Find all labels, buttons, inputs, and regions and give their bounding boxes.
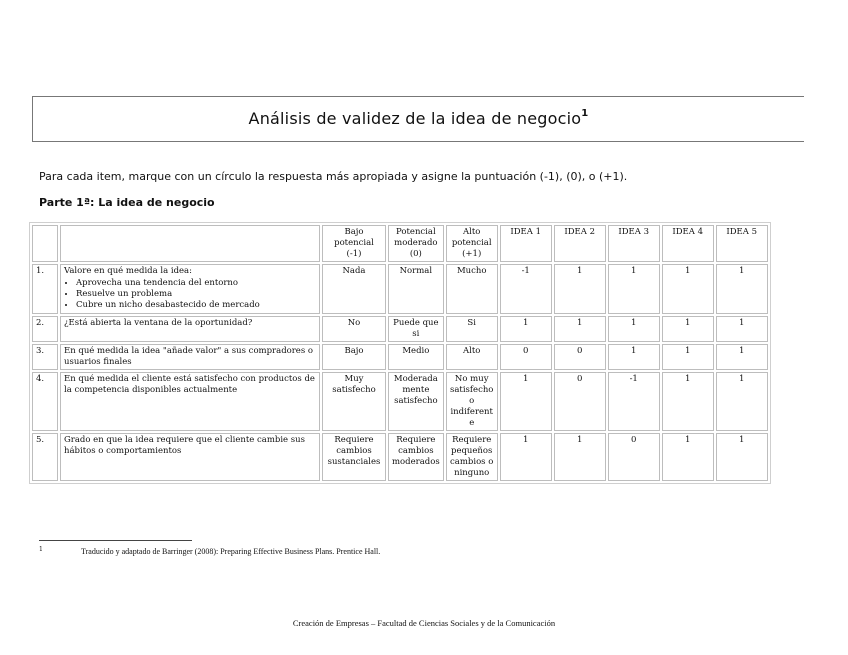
score-idea-4: 1 (662, 372, 714, 431)
row-high-option: No muy satisfecho o indiferent e (446, 372, 498, 431)
row-high-option: Alto (446, 344, 498, 370)
row-number: 3. (32, 344, 58, 370)
score-idea-1: 0 (500, 344, 552, 370)
header-idea-5: IDEA 5 (716, 225, 768, 262)
row-low-option: Bajo (322, 344, 386, 370)
row-question: En qué medida el cliente está satisfecho con productos de la competencia disponibles actualmente (60, 372, 320, 431)
score-idea-1: 1 (500, 316, 552, 342)
header-idea-2: IDEA 2 (554, 225, 606, 262)
row-low-option: No (322, 316, 386, 342)
header-idea-3: IDEA 3 (608, 225, 660, 262)
title-footnote-ref: 1 (581, 107, 589, 119)
table-row (32, 316, 768, 342)
row-high-option: Mucho (446, 264, 498, 314)
footnote-divider (39, 540, 192, 541)
question-bullet-list (64, 278, 316, 311)
score-idea-5: 1 (716, 264, 768, 314)
row-question (60, 264, 320, 314)
row-question: En qué medida la idea "añade valor" a sus compradores o usuarios finales (60, 344, 320, 370)
table-row (32, 344, 768, 370)
part-heading: Parte 1ª: La idea de negocio (39, 196, 215, 209)
score-idea-5: 1 (716, 344, 768, 370)
row-number: 2. (32, 316, 58, 342)
score-idea-3: 1 (608, 344, 660, 370)
row-number: 5. (32, 433, 58, 481)
score-idea-2: 1 (554, 316, 606, 342)
score-idea-3: 1 (608, 264, 660, 314)
score-idea-2: 1 (554, 433, 606, 481)
row-moderate-option: Requiere cambios moderados (388, 433, 444, 481)
header-question-cell (60, 225, 320, 262)
score-idea-4: 1 (662, 264, 714, 314)
header-num-cell (32, 225, 58, 262)
score-idea-3: -1 (608, 372, 660, 431)
document-title (33, 109, 804, 128)
title-text: Análisis de validez de la idea de negocio (248, 109, 582, 128)
row-low-option: Requiere cambios sustanciales (322, 433, 386, 481)
score-idea-5: 1 (716, 372, 768, 431)
score-idea-5: 1 (716, 433, 768, 481)
score-idea-1: 1 (500, 433, 552, 481)
score-idea-1: 1 (500, 372, 552, 431)
row-high-option: Requiere pequeños cambios o ninguno (446, 433, 498, 481)
row-moderate-option: Medio (388, 344, 444, 370)
row-moderate-option: Moderada mente satisfecho (388, 372, 444, 431)
evaluation-table (29, 222, 771, 484)
row-low-option: Muy satisfecho (322, 372, 386, 431)
score-idea-2: 1 (554, 264, 606, 314)
score-idea-1: -1 (500, 264, 552, 314)
title-box (32, 96, 804, 142)
row-number: 4. (32, 372, 58, 431)
table-row (32, 264, 768, 314)
header-low: Bajo potencial (-1) (322, 225, 386, 262)
header-idea-4: IDEA 4 (662, 225, 714, 262)
header-idea-1: IDEA 1 (500, 225, 552, 262)
score-idea-4: 1 (662, 433, 714, 481)
score-idea-4: 1 (662, 344, 714, 370)
score-idea-3: 1 (608, 316, 660, 342)
score-idea-2: 0 (554, 344, 606, 370)
row-moderate-option: Normal (388, 264, 444, 314)
row-question: ¿Está abierta la ventana de la oportunidad? (60, 316, 320, 342)
table-row (32, 372, 768, 431)
row-number: 1. (32, 264, 58, 314)
intro-text: Para cada item, marque con un círculo la respuesta más apropiada y asigne la puntuación (-1), (0), o (+1). (39, 170, 628, 183)
header-moderate: Potencial moderado (0) (388, 225, 444, 262)
score-idea-4: 1 (662, 316, 714, 342)
table-row (32, 433, 768, 481)
header-high: Alto potencial (+1) (446, 225, 498, 262)
bullet-item: • Resuelve un problema (76, 289, 316, 300)
row-low-option: Nada (322, 264, 386, 314)
score-idea-2: 0 (554, 372, 606, 431)
score-idea-3: 0 (608, 433, 660, 481)
page-footer: Creación de Empresas – Facultad de Ciencias Sociales y de la Comunicación (292, 618, 556, 628)
bullet-item: • Cubre un nicho desabastecido de mercado (76, 300, 316, 311)
table-header-row (32, 225, 768, 262)
row-moderate-option: Puede que si (388, 316, 444, 342)
footnote-text: Traducido y adaptado de Barringer (2008): Preparing Effective Business Plans. Prentice Hall. (81, 547, 381, 556)
row-question-text: Valore en qué medida la idea: (64, 266, 192, 276)
bullet-item: • Aprovecha una tendencia del entorno (76, 278, 316, 289)
score-idea-5: 1 (716, 316, 768, 342)
row-question: Grado en que la idea requiere que el cliente cambie sus hábitos o comportamientos (60, 433, 320, 481)
footnote-mark: 1 (39, 546, 43, 553)
row-high-option: Si (446, 316, 498, 342)
